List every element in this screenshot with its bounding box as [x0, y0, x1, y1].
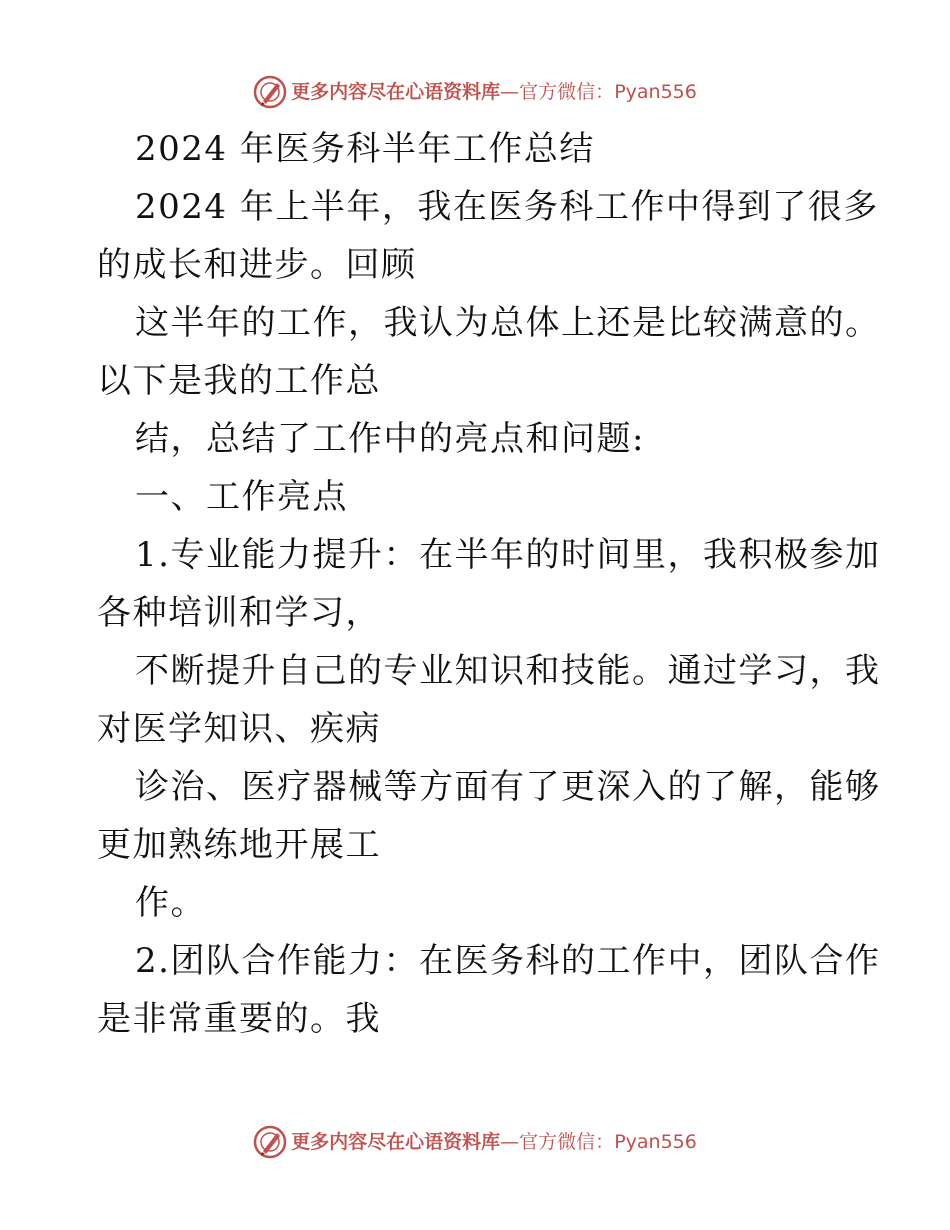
- paragraph-line: 2024 年上半年，我在医务科工作中得到了很多: [135, 187, 879, 227]
- document-title: 2024 年医务科半年工作总结: [135, 129, 595, 169]
- paragraph-line: 结，总结了工作中的亮点和问题:: [135, 419, 645, 459]
- logo-icon: [253, 75, 287, 109]
- watermark-site-text: 更多内容尽在心语资料库: [291, 1131, 501, 1153]
- section-heading: 一、工作亮点: [135, 477, 348, 517]
- paragraph-line: 对医学知识、疾病: [97, 709, 381, 749]
- paragraph-line: 2.团队合作能力：在医务科的工作中，团队合作: [135, 941, 881, 981]
- watermark-wechat-label: 官方微信：: [519, 1131, 615, 1153]
- logo-icon: [253, 1125, 287, 1159]
- paragraph-line: 以下是我的工作总: [97, 361, 381, 401]
- watermark-wechat-id: Pyan556: [614, 1131, 697, 1153]
- watermark-banner-bottom: [0, 1125, 950, 1159]
- paragraph-line: 作。: [135, 883, 206, 923]
- paragraph-line: 是非常重要的。我: [97, 999, 381, 1039]
- paragraph-line: 各种培训和学习，: [97, 593, 381, 633]
- paragraph-line: 这半年的工作，我认为总体上还是比较满意的。: [135, 303, 881, 343]
- paragraph-line: 不断提升自己的专业知识和技能。通过学习，我: [135, 651, 881, 691]
- paragraph-line: 诊治、医疗器械等方面有了更深入的了解，能够: [135, 767, 881, 807]
- paragraph-line: 的成长和进步。回顾: [97, 245, 417, 285]
- paragraph-line: 1.专业能力提升：在半年的时间里，我积极参加: [135, 535, 881, 575]
- watermark-wechat-label: 官方微信：: [519, 81, 615, 103]
- watermark-separator: —: [500, 81, 520, 103]
- document-body: [97, 120, 881, 1048]
- watermark-banner-top: [0, 75, 950, 109]
- watermark-separator: —: [500, 1131, 520, 1153]
- paragraph-line: 更加熟练地开展工: [97, 825, 381, 865]
- watermark-wechat-id: Pyan556: [614, 81, 697, 103]
- watermark-site-text: 更多内容尽在心语资料库: [291, 81, 501, 103]
